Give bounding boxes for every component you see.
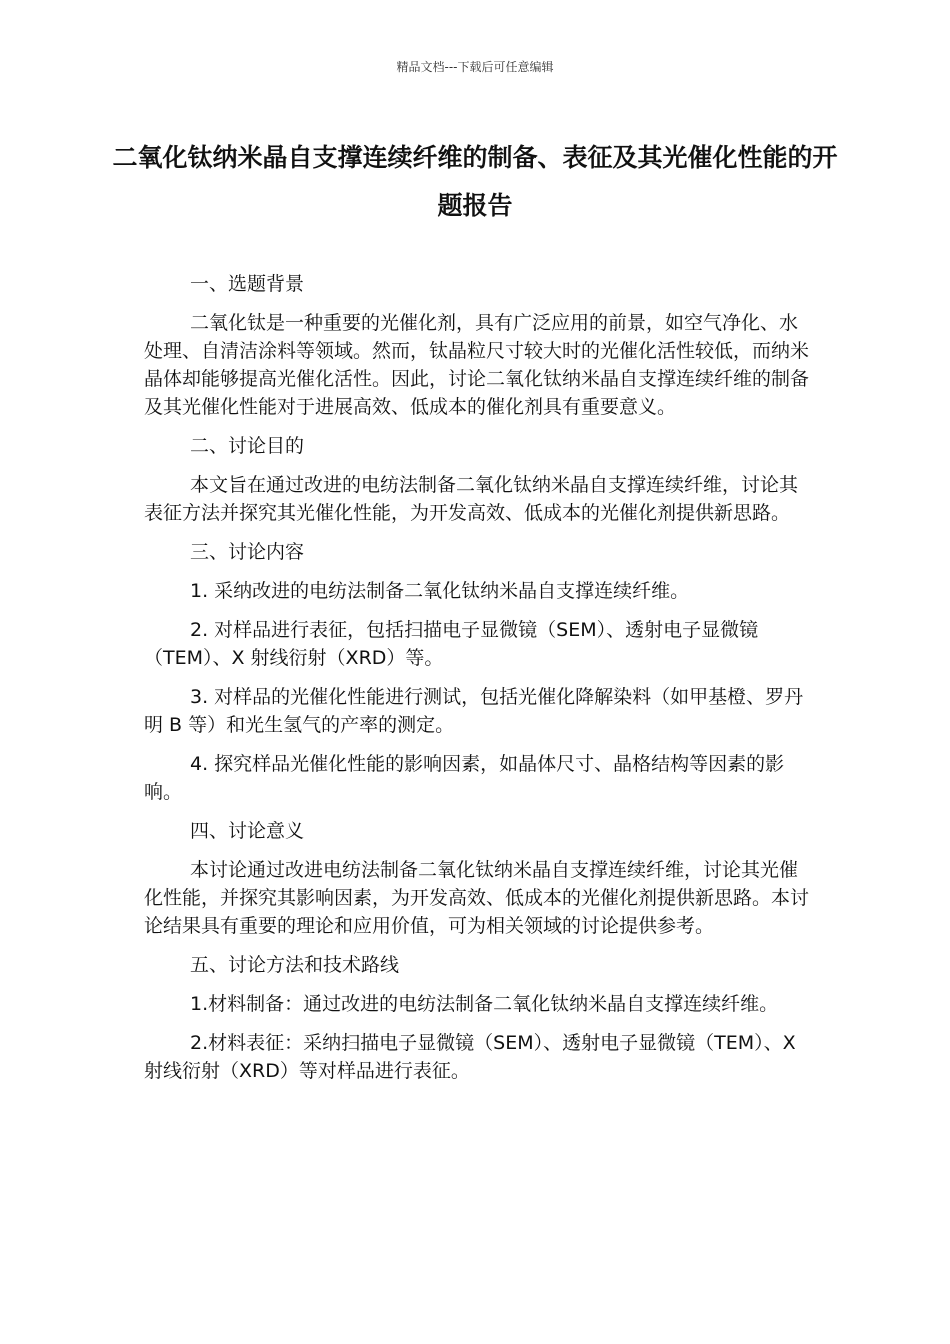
list-item: 4. 探究样品光催化性能的影响因素，如晶体尺寸、晶格结构等因素的影响。 [144,753,785,803]
section-purpose [144,432,809,527]
paragraph: 本讨论通过改进电纺法制备二氧化钛纳米晶自支撑连续纤维，讨论其光催化性能，并探究其影响因素，为开发高效、低成本的光催化剂提供新思路。本讨论结果具有重要的理论和应用价值，可为相关领域的讨论提供参考。 [144,859,810,937]
list-item: 2. 对样品进行表征，包括扫描电子显微镜（SEM）、透射电子显微镜（TEM）、X 射线衍射（XRD）等。 [144,619,759,669]
document-title: 二氧化钛纳米晶自支撑连续纤维的制备、表征及其光催化性能的开题报告 [112,143,838,220]
list-item: 3. 对样品的光催化性能进行测试，包括光催化降解染料（如甲基橙、罗丹明 B 等）和光生氢气的产率的测定。 [144,686,804,736]
paragraph: 本文旨在通过改进的电纺法制备二氧化钛纳米晶自支撑连续纤维，讨论其表征方法并探究其光催化性能，为开发高效、低成本的光催化剂提供新思路。 [144,474,799,524]
section-heading: 一、选题背景 [190,273,305,295]
section-significance [144,817,809,940]
section-heading: 三、讨论内容 [190,541,305,563]
section-methods [144,951,809,1085]
section-heading: 五、讨论方法和技术路线 [190,954,400,976]
section-heading: 四、讨论意义 [190,820,305,842]
list-item: 1.材料制备：通过改进的电纺法制备二氧化钛纳米晶自支撑连续纤维。 [190,993,779,1015]
paragraph: 二氧化钛是一种重要的光催化剂，具有广泛应用的前景，如空气净化、水处理、自清洁涂料等领域。然而，钛晶粒尺寸较大时的光催化活性较低，而纳米晶体却能够提高光催化活性。因此，讨论二氧化钛纳米晶自支撑连续纤维的制备及其光催化性能对于进展高效、低成本的催化剂具有重要意义。 [144,312,810,418]
list-item: 2.材料表征：采纳扫描电子显微镜（SEM）、透射电子显微镜（TEM）、X 射线衍射（XRD）等对样品进行表征。 [144,1032,796,1082]
section-heading: 二、讨论目的 [190,435,305,457]
section-content [144,538,809,806]
section-background [144,270,809,421]
document-body [144,270,809,1096]
list-item: 1. 采纳改进的电纺法制备二氧化钛纳米晶自支撑连续纤维。 [190,580,690,602]
header-note: 精品文档---下载后可任意编辑 [396,60,554,74]
